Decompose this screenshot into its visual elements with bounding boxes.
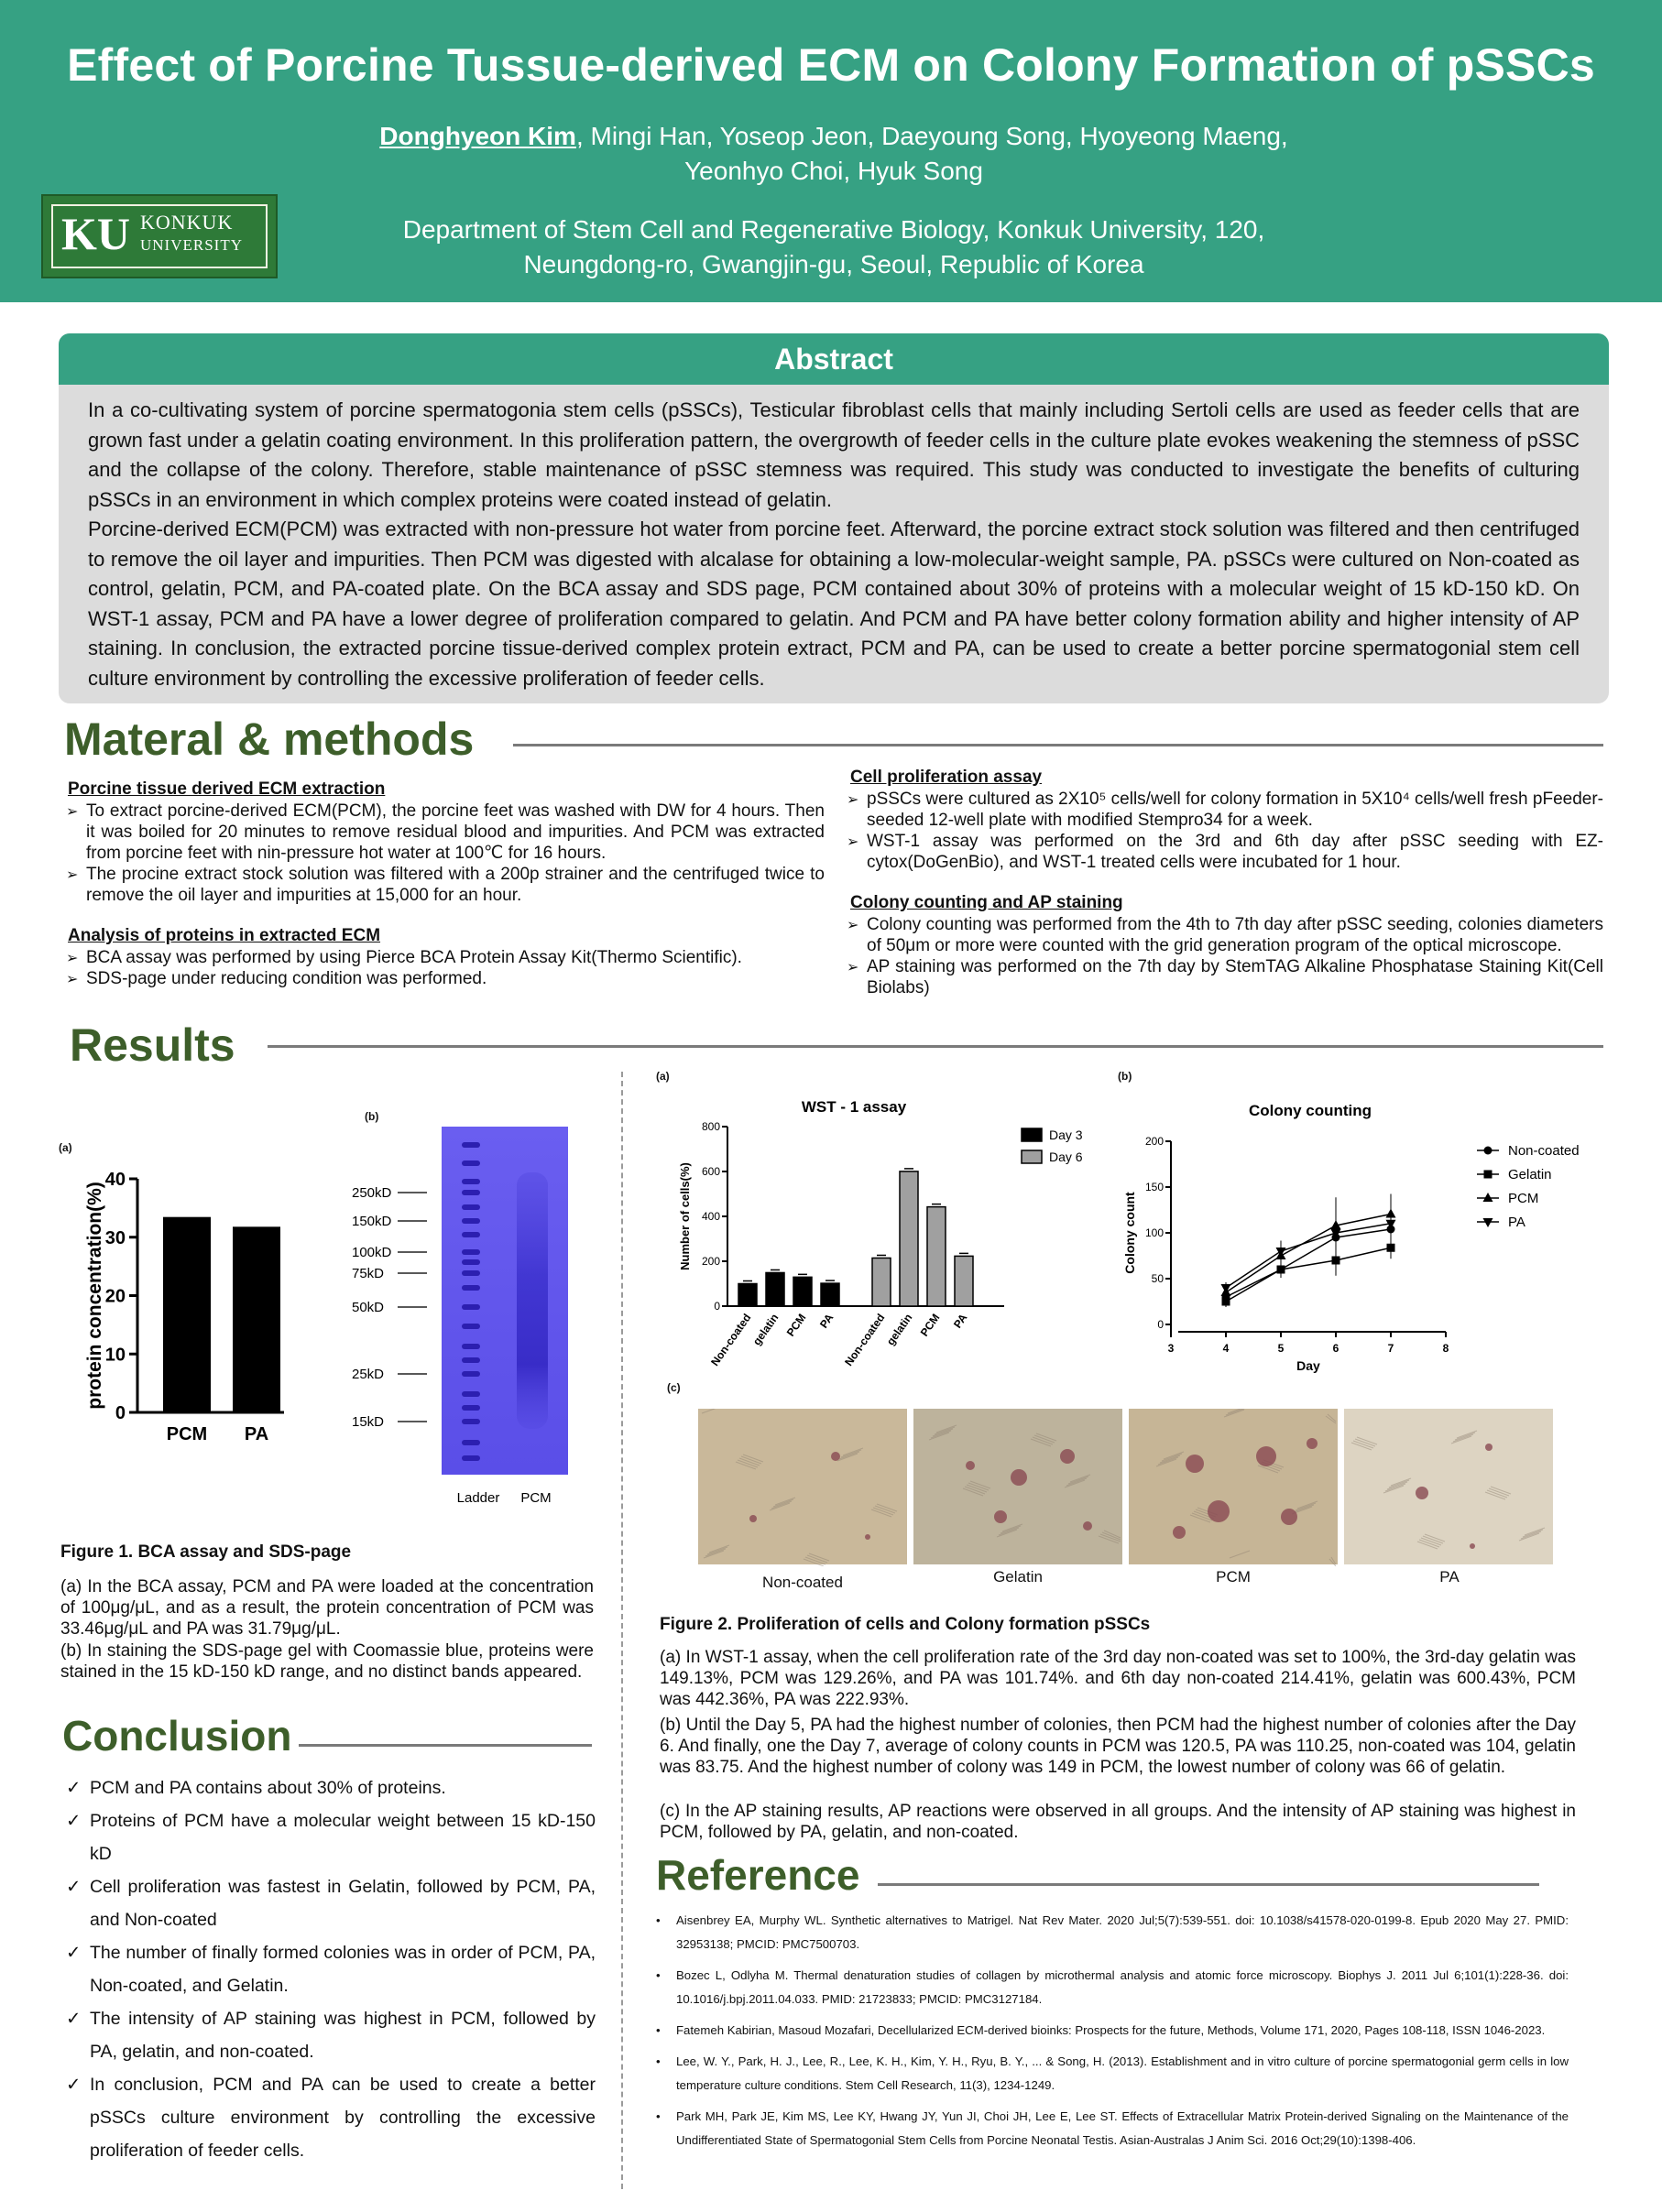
ladder-band: [462, 1190, 480, 1195]
list-item: ➢ WST-1 assay was performed on the 3rd and 6th day after pSSC seeding with EZ-cytox(DoGenBio), and WST-1 treated cells were incubated for 1 hour.: [847, 831, 1603, 873]
ladder-band: [462, 1179, 480, 1184]
reference-heading: Reference: [656, 1851, 860, 1899]
methods-heading: Materal & methods: [64, 714, 475, 765]
author-list: [302, 119, 1365, 189]
ap-colony: [1060, 1449, 1075, 1464]
conclusion-heading: Conclusion: [62, 1712, 292, 1760]
bar-day-6-pcm: [927, 1207, 946, 1306]
legend-label: PA: [1508, 1215, 1525, 1230]
ap-colony: [865, 1534, 870, 1540]
point-gelatin: [1387, 1244, 1395, 1252]
list-item: ➢ pSSCs were cultured as 2X10⁵ cells/well for colony formation in 5X10⁴ cells/well fresh pFeeder-seeded 12-well plate with modified Stempro34 for a week.: [847, 789, 1603, 831]
y-tick-label: 200: [1144, 1135, 1164, 1148]
logo-line-1: KONKUK: [140, 211, 234, 234]
ladder-band: [462, 1142, 480, 1148]
poster-title: Effect of Porcine Tussue-derived ECM on Colony Formation of pSSCs: [67, 39, 1595, 91]
point-pa: [1276, 1248, 1286, 1257]
list-item: ➢ AP staining was performed on the 7th day by StemTAG Alkaline Phosphatase Staining Kit(Cell Biolabs): [847, 956, 1603, 998]
x-tick-label: 3: [1167, 1342, 1175, 1355]
chart-title: WST - 1 assay: [801, 1098, 907, 1116]
ladder-band: [462, 1405, 480, 1411]
ap-colony: [831, 1452, 840, 1461]
list-item: ➢ Colony counting was performed from the 4th to 7th day after pSSC seeding, colonies diameters of 50μm or more were counted with the grid generation program of the optical microscope.: [847, 914, 1603, 956]
conclusion-list: [66, 1771, 596, 2167]
abstract-paragraph-1: In a co-cultivating system of porcine spermatogonia stem cells (pSSCs), Testicular fibroblast cells that mainly including Sertoli cells are used as feeder cells that are grown fast under a gelatin coating environment. In this proliferation pattern, the overgrowth of feeder cells in the culture plate evokes weakening the stemness of pSSC and the collapse of the colony. Therefore, stable maintenance of pSSC stemness was required. This study was conducted to investigate the benefits of culturing pSSCs in an environment in which complex proteins were coated instead of gelatin.: [88, 398, 1580, 511]
ap-colony: [1083, 1521, 1092, 1531]
fig2-panel-c-label: (c): [667, 1381, 681, 1394]
list-item: ✓ Cell proliferation was fastest in Gelatin, followed by PCM, PA, and Non-coated: [66, 1870, 596, 1936]
list-item: ➢ The procine extract stock solution was filtered with a 200p strainer and the centrifuged twice to remove the oil layer and impurities at 15,000 for an hour.: [66, 864, 825, 906]
ladder-band: [462, 1218, 480, 1224]
x-tick-label: Non-coated: [708, 1311, 754, 1368]
y-tick-label: 0: [115, 1403, 126, 1423]
fig2-caption-title: Figure 2. Proliferation of cells and Colony formation pSSCs: [660, 1615, 1151, 1634]
bar-day-6-non-coated: [872, 1258, 891, 1306]
ap-colony: [749, 1515, 757, 1522]
legend-marker: [1484, 1171, 1493, 1179]
list-item: • Aisenbrey EA, Murphy WL. Synthetic alternatives to Matrigel. Nat Rev Mater. 2020 Jul;5(7):539-551. doi: 10.1038/s41578-020-0199-8. Epub 2020 May 27. PMID: 32953138; PMCID: PMC7500703.: [652, 1909, 1569, 1956]
fig2-caption-b: (b) Until the Day 5, PA had the highest number of colonies, then PCM had the highest number of colonies after the Day 6. And finally, one the Day 7, average of colony counts in PCM was 120.5, PA was 110.25, non-coated was 104, gelatin was 83.75. And the highest number of colony was 149 in PCM, the lowest number of colony was 66 of gelatin.: [660, 1716, 1576, 1777]
photo-non-coated: [698, 1409, 907, 1566]
bar-day-3-pcm: [793, 1277, 812, 1306]
affiliation: [330, 212, 1338, 282]
marker-label: 250kD: [352, 1185, 392, 1201]
ap-colony: [966, 1461, 975, 1470]
affiliation-line-1: Department of Stem Cell and Regenerative Biology, Konkuk University, 120,: [402, 215, 1265, 244]
ladder-band: [462, 1204, 480, 1210]
point-pa: [1221, 1284, 1231, 1293]
conclusion-rule: [299, 1744, 592, 1747]
ap-colony: [1186, 1455, 1204, 1473]
method-list-extraction: [66, 801, 825, 906]
ap-colony: [1307, 1438, 1318, 1449]
marker-label: 150kD: [352, 1214, 392, 1229]
bar-pa: [233, 1226, 280, 1412]
bar-day-3-gelatin: [766, 1272, 784, 1306]
list-item: ✓ In conclusion, PCM and PA can be used to create a better pSSCs culture environment by controlling the excessive proliferation of feeder cells.: [66, 2068, 596, 2167]
ap-colony: [1173, 1526, 1186, 1539]
photo-pcm: [1129, 1409, 1338, 1566]
point-gelatin: [1332, 1257, 1340, 1265]
legend-marker: [1483, 1193, 1493, 1202]
ladder-band: [462, 1304, 480, 1310]
co-authors: , Mingi Han, Yoseop Jeon, Daeyoung Song, Hyoyeong Maeng,: [575, 122, 1288, 150]
y-axis-label: Number of cells(%): [678, 1162, 692, 1270]
marker-label: 100kD: [352, 1245, 392, 1260]
methods-rule: [513, 744, 1603, 746]
x-tick-label: 7: [1387, 1342, 1394, 1355]
photo-pa: [1344, 1409, 1553, 1564]
abstract-heading: Abstract: [59, 333, 1609, 385]
method-list-proliferation: [847, 789, 1603, 873]
legend-label: PCM: [1508, 1191, 1539, 1206]
legend-label: Non-coated: [1508, 1143, 1580, 1159]
marker-label: 75kD: [352, 1266, 385, 1281]
y-tick-label: 600: [701, 1165, 720, 1178]
ap-colony: [994, 1510, 1007, 1523]
x-tick-label: 5: [1277, 1342, 1285, 1355]
list-item: • Lee, W. Y., Park, H. J., Lee, R., Lee, K. H., Kim, Y. H., Ryu, B. Y., ... & Song, H. (2013). Establishment and in vitro culture of porcine spermatogonial germ cells in low temperature culture conditions. Stem Cell Research, 11(3), 1234-1249.: [652, 2050, 1569, 2098]
konkuk-logo: [41, 194, 278, 278]
x-tick-label: PCM: [783, 1311, 809, 1339]
ladder-band: [462, 1249, 480, 1255]
lead-author: Donghyeon Kim: [379, 122, 576, 150]
reference-rule: [878, 1883, 1539, 1886]
sds-page-gel: [348, 1119, 586, 1513]
ap-colony: [1416, 1487, 1428, 1499]
y-tick-label: 200: [701, 1255, 720, 1268]
lane-label-pcm: PCM: [520, 1490, 552, 1506]
list-item: ✓ Proteins of PCM have a molecular weight between 15 kD-150 kD: [66, 1804, 596, 1870]
marker-label: 15kD: [352, 1414, 385, 1430]
x-axis-label: Day: [1296, 1358, 1320, 1373]
list-item: ✓ PCM and PA contains about 30% of proteins.: [66, 1771, 596, 1804]
y-tick-label: 800: [701, 1120, 720, 1133]
y-tick-label: 0: [1157, 1318, 1164, 1331]
bar-day-3-pa: [821, 1283, 839, 1306]
x-tick-label: gelatin: [883, 1311, 915, 1348]
legend-label: Day 6: [1049, 1150, 1083, 1164]
list-item: • Park MH, Park JE, Kim MS, Lee KY, Hwang JY, Yun JI, Choi JH, Lee E, Lee ST. Effects of Extracellular Matrix Protein-derived Signaling on the Maintenance of the Undifferentiated State of Spermatogonial Stem Cells from Porcine Neonatal Testis. Asian-Australas J Anim Sci. 2016 Oct;29(10):1398-406.: [652, 2105, 1569, 2152]
method-title-extraction: Porcine tissue derived ECM extraction: [68, 779, 386, 799]
ladder-band: [462, 1371, 480, 1377]
ladder-band: [462, 1440, 480, 1445]
y-tick-label: 40: [104, 1170, 126, 1190]
marker-label: 50kD: [352, 1300, 385, 1315]
fig1-panel-a-label: (a): [59, 1141, 72, 1154]
logo-mark: KU: [61, 208, 130, 259]
reference-list: [652, 1909, 1569, 2160]
list-item: ✓ The intensity of AP staining was highest in PCM, followed by PA, gelatin, and non-coated.: [66, 2002, 596, 2068]
legend-label: Day 3: [1049, 1128, 1083, 1142]
x-tick-label: PA: [816, 1311, 836, 1331]
ladder-band: [462, 1391, 480, 1397]
list-item: • Bozec L, Odlyha M. Thermal denaturation studies of collagen by microthermal analysis and atomic force microscopy. Biophys J. 2011 Jul 6;101(1):228-36. doi: 10.1016/j.bpj.2011.04.033. PMID: 21723833; PMCID: PMC3127184.: [652, 1964, 1569, 2011]
y-tick-label: 150: [1144, 1181, 1164, 1193]
x-tick-label: 6: [1332, 1342, 1339, 1355]
bar-day-6-gelatin: [900, 1171, 918, 1306]
pcm-lane-smear: [517, 1172, 548, 1429]
method-title-colony: Colony counting and AP staining: [850, 893, 1123, 912]
bar-day-3-non-coated: [738, 1284, 757, 1307]
method-title-proliferation: Cell proliferation assay: [850, 768, 1043, 787]
ap-colony: [1281, 1509, 1297, 1525]
ladder-band: [462, 1285, 480, 1291]
method-list-protein: [66, 947, 825, 989]
bar-day-6-pa: [955, 1256, 973, 1306]
fig1-caption-b: (b) In staining the SDS-page gel with Coomassie blue, proteins were stained in the 15 kD-150 kD range, and no distinct bands appeared.: [60, 1641, 594, 1682]
x-tick-label: 8: [1442, 1342, 1449, 1355]
ap-colony: [1485, 1444, 1493, 1451]
ladder-band: [462, 1344, 480, 1349]
y-tick-label: 10: [104, 1345, 126, 1366]
fig2-caption-a: (a) In WST-1 assay, when the cell proliferation rate of the 3rd day non-coated was set to 100%, the 3rd-day gelatin was 149.13%, PCM was 129.26%, and PA was 101.74%. and 6th day non-coated 214.41%, gelatin was 600.43%, PCM was 442.36%, PA was 222.93%.: [660, 1648, 1576, 1709]
lane-label-ladder: Ladder: [456, 1490, 500, 1506]
list-item: ➢ SDS-page under reducing condition was performed.: [66, 968, 825, 989]
fig2-panel-b-label: (b): [1118, 1070, 1132, 1083]
results-heading: Results: [70, 1019, 235, 1071]
bca-bar-chart: [73, 1154, 348, 1456]
photo-gelatin: [913, 1409, 1122, 1564]
y-axis-label: protein concentration(%): [84, 1182, 105, 1410]
ladder-band: [462, 1455, 480, 1461]
ap-staining-photos: [698, 1409, 1596, 1566]
ladder-band: [462, 1419, 480, 1424]
results-rule: [268, 1045, 1603, 1048]
y-tick-label: 50: [1151, 1272, 1164, 1285]
fig1-caption-title: Figure 1. BCA assay and SDS-page: [60, 1542, 352, 1562]
photo-label-non-coated: Non-coated: [762, 1574, 843, 1591]
abstract-body: [88, 396, 1580, 693]
legend-marker: [1484, 1147, 1493, 1155]
fig2-caption-c: (c) In the AP staining results, AP reactions were observed in all groups. And the intensity of AP staining was highest in PCM, followed by PA, gelatin, and non-coated.: [660, 1802, 1576, 1842]
legend-marker: [1483, 1218, 1493, 1227]
y-tick-label: 100: [1144, 1226, 1164, 1239]
column-divider: [621, 1072, 623, 2189]
x-tick-label: 4: [1222, 1342, 1230, 1355]
list-item: • Fatemeh Kabirian, Masoud Mozafari, Decellularized ECM-derived bioinks: Prospects for the future, Methods, Volume 171, 2020, Pages 108-118, ISSN 1046-2023.: [652, 2019, 1569, 2043]
list-item: ✓ The number of finally formed colonies was in order of PCM, PA, Non-coated, and Gelatin.: [66, 1936, 596, 2002]
y-tick-label: 0: [714, 1300, 720, 1313]
series-line-gelatin: [1226, 1248, 1391, 1302]
method-title-protein: Analysis of proteins in extracted ECM: [68, 926, 381, 945]
fig1-panel-b-label: (b): [365, 1110, 379, 1123]
legend-swatch: [1022, 1128, 1042, 1141]
y-tick-label: 400: [701, 1210, 720, 1223]
chart-title: Colony counting: [1248, 1102, 1372, 1119]
photo-label-pcm: PCM: [1216, 1568, 1251, 1585]
ap-colony: [1256, 1446, 1276, 1466]
ladder-band: [462, 1324, 480, 1329]
list-item: ➢ To extract porcine-derived ECM(PCM), the porcine feet was washed with DW for 4 hours. Then it was boiled for 20 minutes to remove residual blood and impurities. And PCM was extracted from porcine feet with nin-pressure hot water at 100℃ for 16 hours.: [66, 801, 825, 864]
x-tick-label: PCM: [166, 1424, 208, 1444]
x-tick-label: PCM: [917, 1311, 943, 1339]
ladder-band: [462, 1357, 480, 1363]
legend-swatch: [1022, 1150, 1042, 1163]
ap-colony: [1470, 1543, 1475, 1549]
fig1-caption-a: (a) In the BCA assay, PCM and PA were loaded at the concentration of 100μg/μL, and as a result, the protein concentration of PCM was 33.46μg/μL and PA was 31.79μg/μL.: [60, 1577, 594, 1639]
marker-label: 25kD: [352, 1367, 385, 1382]
photo-label-pa: PA: [1439, 1568, 1460, 1585]
y-tick-label: 20: [104, 1286, 126, 1307]
ladder-band: [462, 1259, 480, 1265]
ap-colony: [1208, 1500, 1230, 1522]
y-tick-label: 30: [104, 1227, 126, 1248]
x-tick-label: PA: [950, 1311, 970, 1331]
colony-line-chart: [1109, 1090, 1622, 1383]
logo-line-2: UNIVERSITY: [140, 236, 243, 254]
list-item: ➢ BCA assay was performed by using Pierce BCA Protein Assay Kit(Thermo Scientific).: [66, 947, 825, 968]
wst-bar-chart: [678, 1090, 1118, 1392]
photo-background: [1129, 1409, 1338, 1564]
photo-background: [698, 1409, 907, 1564]
ladder-band: [462, 1232, 480, 1237]
co-authors-line2: Yeonhyo Choi, Hyuk Song: [684, 157, 983, 185]
abstract-paragraph-2: Porcine-derived ECM(PCM) was extracted with non-pressure hot water from porcine feet. Afterward, the porcine extract stock solution was filtered and then centrifuged to remove the oil layer and impurities. Then PCM was digested with alcalase for obtaining a low-molecular-weight sample, PA. pSSCs were cultured on Non-coated as control, gelatin, PCM, and PA-coated plate. On the BCA assay and SDS page, PCM contained about 30% of proteins with a molecular weight of 15 kD-150 kD. On WST-1 assay, PCM and PA have a lower degree of proliferation compared to gelatin. And PCM and PA have better colony formation ability and higher intensity of AP staining. In conclusion, the extracted porcine tissue-derived complex protein extract, PCM and PA, can be used to create a better porcine spermatogonial stem cell culture environment by controlling the excessive proliferation of feeder cells.: [88, 518, 1580, 690]
ap-colony: [1011, 1469, 1027, 1486]
photo-label-gelatin: Gelatin: [993, 1568, 1043, 1585]
affiliation-line-2: Neungdong-ro, Gwangjin-gu, Seoul, Republic of Korea: [523, 250, 1144, 278]
fig2-panel-a-label: (a): [656, 1070, 670, 1083]
ladder-band: [462, 1270, 480, 1276]
x-tick-label: Non-coated: [842, 1311, 888, 1368]
gel-background: [442, 1127, 568, 1475]
photo-background: [1344, 1409, 1553, 1564]
legend-label: Gelatin: [1508, 1167, 1552, 1182]
y-axis-label: Colony count: [1122, 1192, 1137, 1274]
method-list-colony: [847, 914, 1603, 998]
x-tick-label: PA: [244, 1424, 269, 1444]
ladder-band: [462, 1160, 480, 1166]
x-tick-label: gelatin: [749, 1311, 782, 1348]
bar-pcm: [163, 1217, 211, 1412]
